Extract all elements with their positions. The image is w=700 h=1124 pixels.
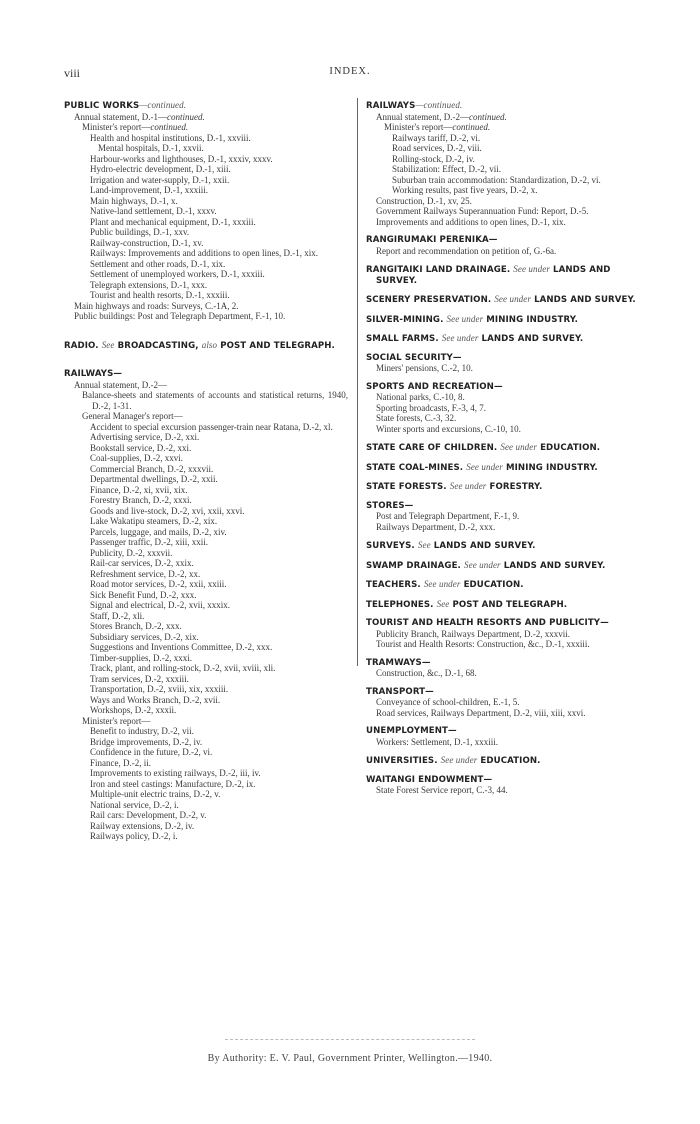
index-entry: Public buildings: Post and Telegraph Department, F.-1, 10. [74, 311, 286, 321]
section-heading: RAILWAYS—continued. [366, 100, 463, 111]
index-entry: Road services, Railways Department, D.-2, viii, xiii, xxvi. [376, 707, 586, 718]
index-entry: Bookstall service, D.-2, xxi. [90, 442, 192, 453]
index-entry: Suggestions and Inventions Committee, D.-2, xxx. [90, 642, 273, 652]
index-entry: Iron and steel castings: Manufacture, D.-2, ix. [90, 778, 256, 789]
index-entry: Health and hospital institutions, D.-1, xxviii. [90, 132, 251, 143]
index-entry: Working results, past five years, D.-2, x. [392, 185, 538, 195]
index-entry: Finance, D.-2, ii. [90, 757, 151, 768]
section-heading: UNIVERSITIES. See under EDUCATION. [366, 755, 541, 766]
index-entry: Road motor services, D.-2, xxii, xxiii. [90, 579, 227, 589]
index-entry: Land-improvement, D.-1, xxxiii. [90, 185, 208, 195]
page-title: INDEX. [329, 66, 371, 77]
index-entry: Publicity Branch, Railways Department, D.-2, xxxvii. [376, 628, 570, 639]
index-entry: Multiple-unit electric trains, D.-2, v. [90, 789, 221, 799]
section-heading: SWAMP DRAINAGE. See under LANDS AND SURVEY. [366, 559, 606, 571]
index-entry: Annual statement, D.-2—continued. [376, 111, 507, 122]
index-entry: Rail cars: Development, D.-2, v. [90, 810, 207, 820]
index-entry: Subsidiary services, D.-2, xix. [90, 631, 199, 642]
index-entry: Minister's report—continued. [82, 122, 189, 132]
index-entry: Passenger traffic, D.-2, xiii, xxii. [90, 537, 209, 547]
index-entry: Improvements to existing railways, D.-2, iii, iv. [90, 768, 261, 778]
index-entry: Post and Telegraph Department, F.-1, 9. [376, 511, 520, 521]
left-column [64, 100, 348, 850]
section-heading: SPORTS AND RECREATION— [366, 381, 503, 392]
index-entry: Suburban train accommodation: Standardization, D.-2, vi. [392, 174, 601, 185]
index-entry: Settlement of unemployed workers, D.-1, xxxiii. [90, 269, 265, 279]
index-entry: Tourist and Health Resorts: Construction, &c., D.-1, xxxiii. [376, 639, 590, 649]
index-entry: Finance, D.-2, xi, xvii, xix. [90, 484, 188, 495]
index-entry: Miners' pensions, C.-2, 10. [376, 363, 473, 373]
section-heading: TEACHERS. See under EDUCATION. [366, 579, 524, 590]
index-section-telephones [366, 599, 652, 611]
printer-imprint: By Authority: E. V. Paul, Government Printer, Wellington.—1940. [207, 1053, 493, 1064]
index-entry: Annual statement, D.-2— [74, 379, 167, 390]
footer-rule [225, 1039, 475, 1040]
index-entry: National parks, C.-10, 8. [376, 392, 465, 402]
index-entry: Annual statement, D.-1—continued. [74, 111, 205, 122]
index-entry: Parcels, luggage, and mails, D.-2, xiv. [90, 526, 227, 537]
index-section-tourist [366, 618, 652, 650]
index-entry: Road services, D.-2, viii. [392, 143, 482, 153]
index-entry: Transportation, D.-2, xviii, xix, xxxiii. [90, 684, 229, 694]
index-section-swamp-drainage [366, 560, 652, 572]
section-heading: RANGIRUMAKI PERENIKA— [366, 235, 498, 245]
index-entry: Native-land settlement, D.-1, xxxv. [90, 206, 217, 216]
index-entry: Signal and electrical, D.-2, xvii, xxxix. [90, 600, 230, 610]
index-entry: Railways policy, D.-2, i. [90, 831, 178, 841]
column-divider [357, 98, 358, 666]
index-entry: Workshops, D.-2, xxxii. [90, 705, 177, 715]
index-entry: Mental hospitals, D.-1, xxvii. [98, 143, 204, 153]
index-entry: Refreshment service, D.-2, xx. [90, 568, 201, 579]
index-section-universities [366, 755, 652, 767]
index-section-public-works [64, 100, 348, 322]
index-entry: Publicity, D.-2, xxxvii. [90, 547, 173, 558]
index-entry: Accident to special excursion passenger-train near Ratana, D.-2, xl. [90, 421, 333, 432]
index-entry: Main highways, D.-1, x. [90, 195, 178, 206]
index-entry: Confidence in the future, D.-2, vi. [90, 747, 213, 757]
section-heading: STATE CARE OF CHILDREN. See under EDUCATION. [366, 442, 601, 453]
index-entry: Harbour-works and lighthouses, D.-1, xxxiv, xxxv. [90, 153, 273, 164]
section-heading: SCENERY PRESERVATION. See under LANDS AND SURVEY. [366, 294, 636, 305]
section-heading: TELEPHONES. See POST AND TELEGRAPH. [366, 598, 568, 610]
index-entry: Benefit to industry, D.-2, vii. [90, 726, 194, 736]
index-entry: National service, D.-2, i. [90, 799, 179, 810]
index-entry: Construction, D.-1, xv, 25. [376, 195, 472, 206]
section-heading: STORES— [366, 500, 414, 511]
index-section-silver-mining [366, 314, 652, 326]
section-heading: SURVEYS. See LANDS AND SURVEY. [366, 540, 536, 551]
index-section-railways [64, 369, 348, 842]
index-entry: Bridge improvements, D.-2, iv. [90, 736, 203, 747]
index-entry: Stabilization: Effect, D.-2, vii. [392, 164, 502, 174]
index-entry: Workers: Settlement, D.-1, xxxiii. [376, 736, 499, 747]
section-heading: RANGITAIKI LAND DRAINAGE. See under LANDS AND SURVEY. [366, 264, 611, 286]
index-section-railways-continued [366, 100, 652, 227]
index-entry: Government Railways Superannuation Fund: Report, D.-5. [376, 206, 589, 216]
index-section-radio [64, 340, 348, 352]
section-heading: STATE FORESTS. See under FORESTRY. [366, 481, 543, 492]
index-entry: Rail-car services, D.-2, xxix. [90, 558, 194, 568]
index-entry: Sick Benefit Fund, D.-2, xxx. [90, 589, 197, 600]
index-entry: Balance-sheets and statements of accounts and statistical returns, 1940, D.-2, 1-31. [82, 390, 348, 411]
index-entry: Track, plant, and rolling-stock, D.-2, xvii, xviii, xli. [90, 663, 276, 673]
index-section-teachers [366, 579, 652, 591]
index-entry: Conveyance of school-children, E.-1, 5. [376, 697, 520, 707]
section-heading: STATE COAL-MINES. See under MINING INDUSTRY. [366, 461, 598, 473]
index-entry: Public buildings, D.-1, xxv. [90, 227, 190, 237]
index-entry: Railway-construction, D.-1, xv. [90, 237, 204, 248]
index-section-unemployment [366, 726, 652, 747]
index-entry: Forestry Branch, D.-2, xxxi. [90, 495, 192, 505]
index-entry: Lake Wakatipu steamers, D.-2, xix. [90, 516, 218, 526]
index-entry: State Forest Service report, C.-3, 44. [376, 785, 508, 795]
index-section-social-security [366, 353, 652, 374]
index-entry: Commercial Branch, D.-2, xxxvii. [90, 463, 214, 474]
index-entry: State forests, C.-3, 32. [376, 413, 457, 423]
index-section-sports [366, 382, 652, 435]
index-section-rangitaiki [366, 264, 652, 286]
index-section-small-farms [366, 333, 652, 345]
index-section-stores [366, 501, 652, 533]
index-section-rangirumaki [366, 235, 652, 256]
index-entry: Winter sports and excursions, C.-10, 10. [376, 423, 521, 434]
section-heading: SILVER-MINING. See under MINING INDUSTRY. [366, 313, 579, 325]
index-entry: Telegraph extensions, D.-1, xxx. [90, 279, 208, 290]
section-heading: PUBLIC WORKS—continued. [64, 100, 187, 111]
index-entry: Staff, D.-2, xli. [90, 610, 145, 621]
index-entry: Advertising service, D.-2, xxi. [90, 432, 200, 442]
index-section-state-care [366, 442, 652, 454]
index-section-state-coal [366, 462, 652, 474]
right-column [366, 100, 652, 804]
index-entry: Ways and Works Branch, D.-2, xvii. [90, 694, 221, 705]
index-entry: Railways tariff, D.-2, vi. [392, 132, 481, 143]
index-entry: Tram services, D.-2, xxxiii. [90, 673, 189, 684]
index-entry: Plant and mechanical equipment, D.-1, xxxiii. [90, 216, 256, 227]
index-section-transport [366, 687, 652, 719]
section-heading: RAILWAYS— [64, 369, 123, 379]
index-entry: Tourist and health resorts, D.-1, xxxiii. [90, 290, 230, 300]
index-entry: Sporting broadcasts, F.-3, 4, 7. [376, 402, 487, 413]
index-section-state-forests [366, 481, 652, 493]
index-entry: Timber-supplies, D.-2, xxxi. [90, 652, 192, 663]
index-entry: Railways: Improvements and additions to open lines, D.-1, xix. [90, 248, 318, 258]
section-heading: TOURIST AND HEALTH RESORTS AND PUBLICITY— [366, 618, 609, 628]
page-header [0, 66, 700, 80]
index-entry: Hydro-electric development, D.-1, xiii. [90, 164, 231, 174]
index-entry: Minister's report— [82, 715, 151, 726]
index-entry: Railways Department, D.-2, xxx. [376, 521, 496, 532]
section-heading: SOCIAL SECURITY— [366, 352, 462, 363]
index-entry: Settlement and other roads, D.-1, xix. [90, 258, 226, 269]
index-entry: Rolling-stock, D.-2, iv. [392, 153, 475, 164]
index-entry: Main highways and roads: Surveys, C.-1A, 2. [74, 300, 239, 311]
index-entry: Goods and live-stock, D.-2, xvi, xxii, xxvi. [90, 505, 245, 516]
section-heading: UNEMPLOYMENT— [366, 726, 457, 736]
index-entry: Minister's report—continued. [384, 122, 491, 132]
page-number: viii [64, 66, 81, 80]
index-entry: General Manager's report— [82, 411, 183, 421]
index-section-surveys [366, 540, 652, 552]
section-heading: SMALL FARMS. See under LANDS AND SURVEY. [366, 333, 584, 344]
section-heading: WAITANGI ENDOWMENT— [366, 774, 493, 785]
index-entry: Irrigation and water-supply, D.-1, xxii. [90, 174, 230, 185]
index-entry: Improvements and additions to open lines, D.-1, xix. [376, 216, 566, 227]
index-entry: Coal-supplies, D.-2, xxvi. [90, 453, 183, 463]
index-entry: Report and recommendation on petition of, G.-6a. [376, 245, 557, 256]
index-entry: Departmental dwellings, D.-2, xxii. [90, 474, 218, 484]
section-heading: TRAMWAYS— [366, 657, 431, 668]
index-section-tramways [366, 658, 652, 679]
index-entry: Stores Branch, D.-2, xxx. [90, 621, 182, 631]
section-heading: TRANSPORT— [366, 686, 434, 697]
index-entry: Railway extensions, D.-2, iv. [90, 820, 195, 831]
index-section-waitangi [366, 775, 652, 796]
index-section-scenery [366, 294, 652, 306]
section-heading: RADIO. See BROADCASTING, also POST AND TELEGRAPH. [64, 339, 335, 351]
index-entry: Construction, &c., D.-1, 68. [376, 668, 477, 678]
